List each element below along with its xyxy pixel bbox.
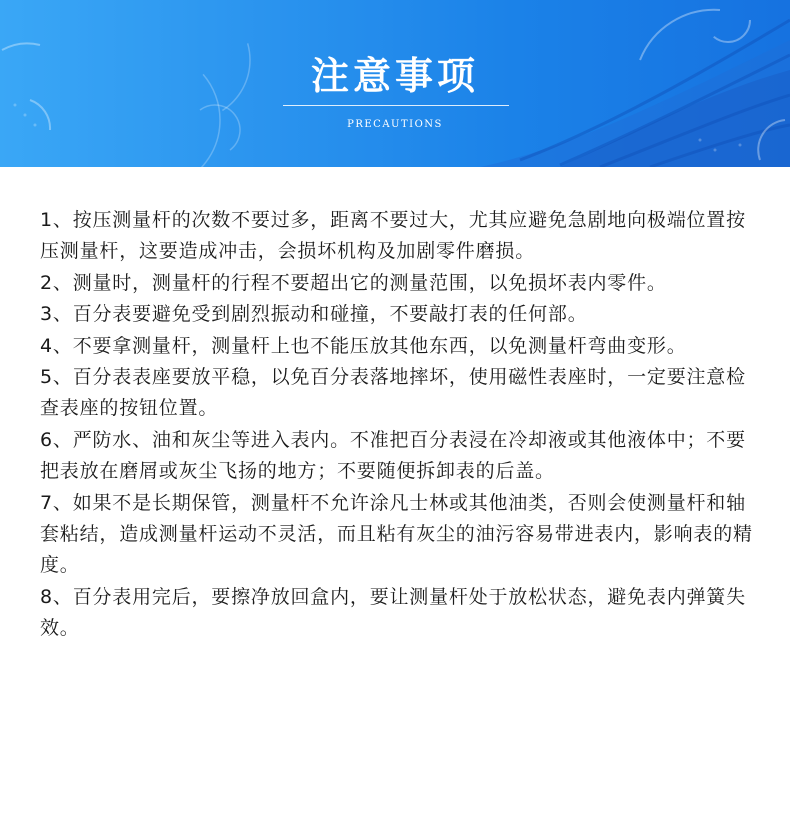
precaution-item-3: 3、百分表要避免受到剧烈振动和碰撞，不要敲打表的任何部。	[40, 303, 588, 326]
precaution-item-2: 2、测量时，测量杆的行程不要超出它的测量范围，以免损坏表内零件。	[40, 271, 667, 294]
precaution-item-7: 7、如果不是长期保管，测量杆不允许涂凡士林或其他油类，否则会使测量杆和轴套粘结，造成测量杆运动不灵活，而且粘有灰尘的油污容易带进表内，影响表的精度。	[40, 491, 753, 577]
precautions-list	[40, 205, 760, 645]
precaution-item-6: 6、严防水、油和灰尘等进入表内。不准把百分表浸在冷却液或其他液体中；不要把表放在磨屑或灰尘飞扬的地方；不要随便拆卸表的后盖。	[40, 428, 746, 483]
precaution-item-4: 4、不要拿测量杆，测量杆上也不能压放其他东西，以免测量杆弯曲变形。	[40, 334, 687, 357]
title-divider	[283, 105, 509, 106]
page-title: 注意事项	[310, 54, 479, 98]
precaution-item-1: 1、按压测量杆的次数不要过多，距离不要过大，尤其应避免急剧地向极端位置按压测量杆，这要造成冲击，会损坏机构及加剧零件磨损。	[40, 209, 746, 263]
header-banner	[0, 0, 790, 167]
precaution-item-5: 5、百分表表座要放平稳，以免百分表落地摔坏，使用磁性表座时，一定要注意检查表座的按钮位置。	[40, 366, 746, 420]
precaution-item-8: 8、百分表用完后，要擦净放回盒内，要让测量杆处于放松状态，避免表内弹簧失效。	[40, 585, 746, 640]
page-subtitle: PRECAUTIONS	[347, 119, 443, 130]
